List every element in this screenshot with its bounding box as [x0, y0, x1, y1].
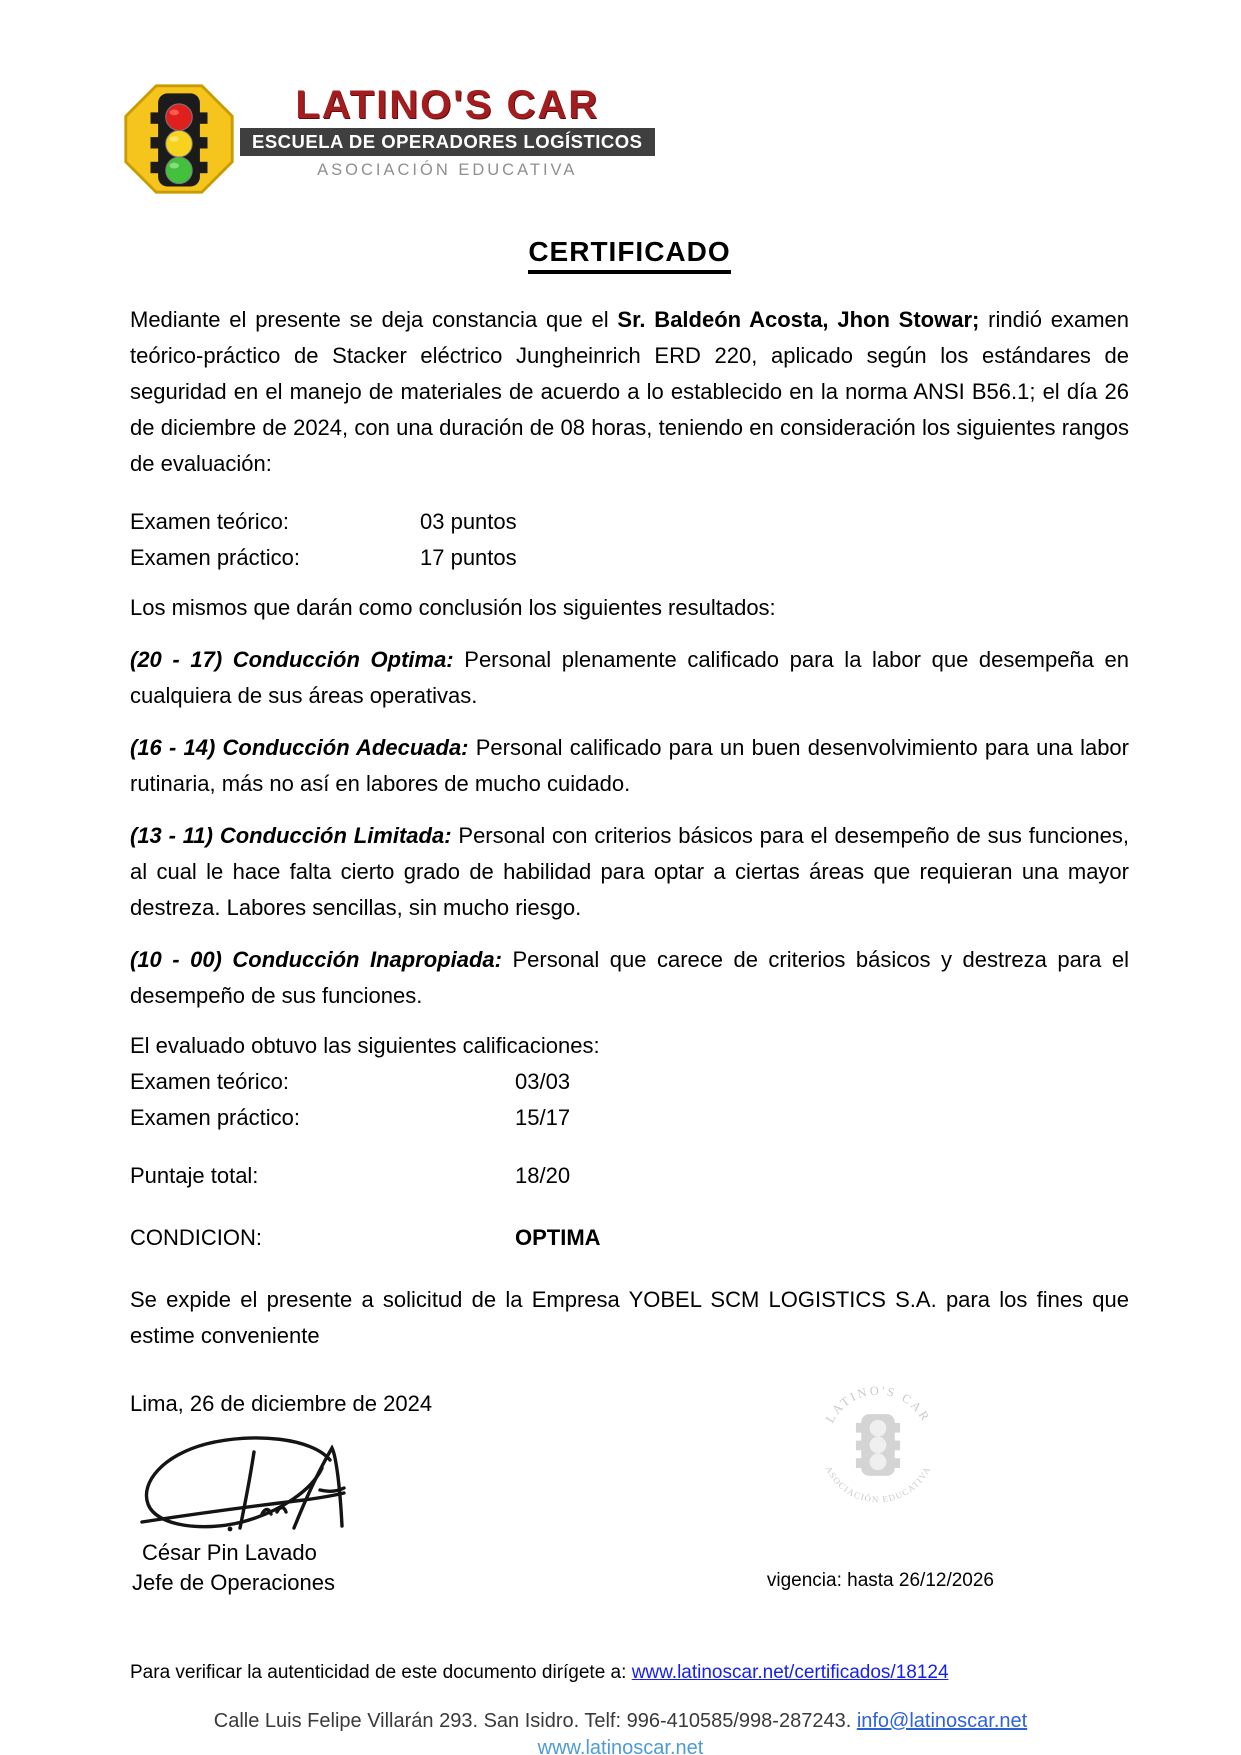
condition-value: OPTIMA — [515, 1225, 601, 1250]
verification-line — [0, 1662, 1241, 1684]
website-link[interactable]: www.latinoscar.net — [537, 1737, 704, 1755]
range-adecuada — [130, 730, 1129, 802]
results-heading: El evaluado obtuvo las siguientes calificaciones: — [130, 1033, 600, 1058]
range-adecuada-lead: (16 - 14) Conducción Adecuada: — [130, 735, 469, 760]
range-optima — [130, 642, 1129, 714]
school-logo — [122, 82, 1241, 198]
table-row — [130, 540, 1129, 576]
range-inapropiada-lead: (10 - 00) Conducción Inapropiada: — [130, 947, 502, 972]
signer-name: César Pin Lavado — [142, 1540, 317, 1565]
logo-text-block — [240, 82, 655, 180]
condition-row — [130, 1220, 1129, 1256]
footer-address-line — [0, 1710, 1241, 1733]
range-inapropiada — [130, 942, 1129, 1014]
result-theory-label: Examen teórico: — [130, 1069, 289, 1094]
verification-text: Para verificar la autenticidad de este documento dirígete a: — [130, 1662, 632, 1683]
date-line: Lima, 26 de diciembre de 2024 — [130, 1391, 433, 1416]
results-table — [130, 1064, 1129, 1136]
exam-theory-label: Examen teórico: — [130, 509, 289, 534]
table-row — [130, 1100, 1129, 1136]
range-optima-lead: (20 - 17) Conducción Optima: — [130, 647, 454, 672]
range-limitada — [130, 818, 1129, 926]
result-practice-score: 15/17 — [515, 1105, 571, 1130]
signature-icon — [134, 1430, 354, 1540]
range-optima-text: Personal plenamente calificado para la labor que desempeña en cualquiera de sus áreas operativas. — [130, 647, 1129, 708]
issuance-paragraph: Se expide el presente a solicitud de la Empresa YOBEL SCM LOGISTICS S.A. para los fines que estime conveniente — [130, 1287, 1129, 1348]
range-limitada-lead: (13 - 11) Conducción Limitada: — [130, 823, 452, 848]
verification-link[interactable]: www.latinoscar.net/certificados/18124 — [631, 1662, 949, 1683]
validity-date: vigencia: hasta 26/12/2026 — [766, 1570, 994, 1591]
address-text: Calle Luis Felipe Villarán 293. San Isidro. Telf: 996-410585/998-287243. — [213, 1710, 857, 1732]
range-inapropiada-text: Personal que carece de criterios básicos y destreza para el desempeño de sus funciones. — [130, 947, 1129, 1008]
total-score-row — [130, 1158, 1129, 1194]
result-theory-score: 03/03 — [515, 1069, 571, 1094]
result-practice-label: Examen práctico: — [130, 1105, 300, 1130]
exam-theory-points: 03 puntos — [420, 509, 517, 534]
table-row — [130, 1064, 1129, 1100]
condition-label: CONDICION: — [130, 1225, 262, 1250]
seal-bottom-text: ASOCIACIÓN EDUCATIVA — [823, 1464, 933, 1505]
intro-paragraph — [130, 302, 1129, 482]
exam-practice-label: Examen práctico: — [130, 545, 300, 570]
logo-subtitle: ASOCIACIÓN EDUCATIVA — [317, 161, 578, 179]
seal-top-text: LATINO'S CAR — [822, 1383, 934, 1426]
document-body — [0, 236, 1241, 1628]
school-seal-watermark — [803, 1370, 953, 1520]
table-row — [130, 504, 1129, 540]
exam-points-table — [130, 504, 1129, 576]
intro-before: Mediante el presente se deja constancia que el — [130, 307, 618, 332]
total-label: Puntaje total: — [130, 1163, 259, 1188]
total-score: 18/20 — [515, 1163, 571, 1188]
range-limitada-text: Personal con criterios básicos para el desempeño de sus funciones, al cual le hace falta cierto grado de habilidad para optar a ciertas áreas que requieran una mayor destreza. Labores sencillas, sin mucho riesgo. — [130, 823, 1129, 920]
email-link[interactable]: info@latinoscar.net — [856, 1710, 1028, 1732]
intro-after: rindió examen teórico-práctico de Stacker eléctrico Jungheinrich ERD 220, aplicado según los estándares de seguridad en el manejo de materiales de acuerdo a lo establecido en la norma ANSI B56.1; el día 26 de diciembre de 2024, con una duración de 08 horas, teniendo en consideración los siguientes rangos de evaluación: — [130, 307, 1129, 476]
logo-band-text: ESCUELA DE OPERADORES LOGÍSTICOS — [240, 128, 655, 156]
range-adecuada-text: Personal calificado para un buen desenvolvimiento para una labor rutinaria, más no así en labores de mucho cuidado. — [130, 735, 1129, 796]
brand-name: LATINO'S CAR — [295, 83, 600, 127]
page-title: CERTIFICADO — [528, 236, 730, 274]
student-name: Sr. Baldeón Acosta, Jhon Stowar; — [617, 307, 980, 332]
signer-role: Jefe de Operaciones — [132, 1570, 336, 1595]
conclusion-line: Los mismos que darán como conclusión los siguientes resultados: — [130, 595, 776, 620]
traffic-light-icon — [122, 82, 236, 196]
exam-practice-points: 17 puntos — [420, 545, 517, 570]
